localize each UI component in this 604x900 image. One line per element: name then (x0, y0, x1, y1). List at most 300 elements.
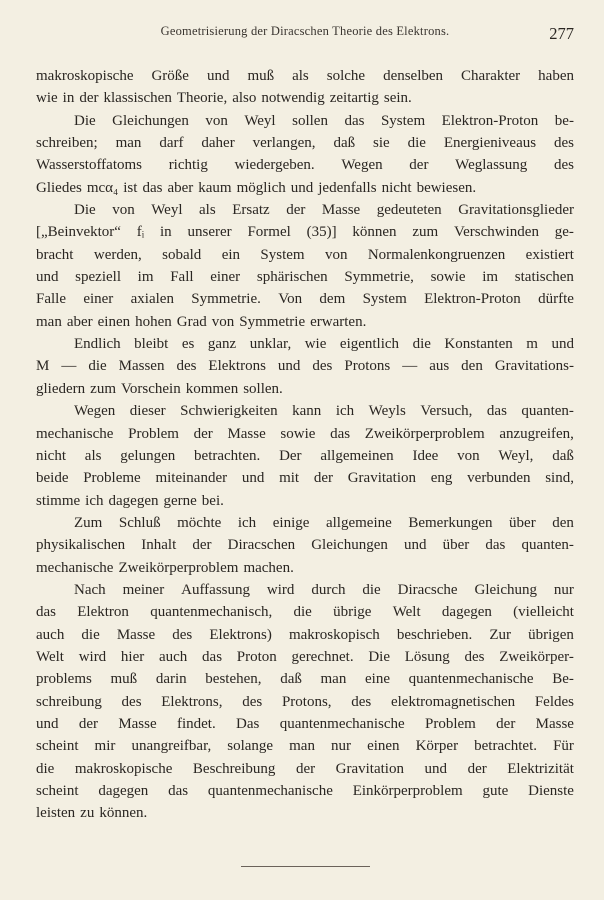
word: daß (552, 447, 574, 464)
word: daß (333, 135, 356, 152)
text-line (36, 735, 574, 757)
word: Für (553, 738, 574, 755)
word: Elektrons (208, 358, 266, 375)
text-line (36, 355, 574, 377)
word: solche (326, 68, 366, 84)
word: es (181, 336, 195, 353)
word: physikalischen (36, 537, 126, 554)
text-line (36, 221, 574, 243)
word: Masse (321, 202, 361, 219)
word: Normalenkongruenzen (367, 246, 506, 263)
word: makroskopische (36, 68, 134, 84)
text-line (36, 490, 574, 512)
running-title: Geometrisierung der Diracschen Theorie des Elektrons. (160, 24, 450, 38)
word: man (36, 313, 62, 330)
word: muß (110, 671, 138, 688)
word: Gravitations- (494, 358, 574, 375)
word: des (351, 693, 372, 710)
word: bei. (201, 492, 224, 509)
text-line (36, 87, 574, 109)
word: Die (368, 648, 390, 665)
word: ich (237, 514, 257, 531)
text-line (36, 802, 574, 824)
word: wiedergeben. (234, 157, 315, 174)
word: der (79, 90, 99, 107)
word: darf (159, 135, 184, 152)
word: zeitartig (329, 90, 379, 107)
word: dagegen (108, 492, 159, 509)
word: machen. (243, 559, 294, 576)
word: eng (430, 470, 453, 487)
word: bracht (36, 246, 74, 263)
word: jedenfalls (318, 179, 377, 196)
page-number: 277 (549, 24, 574, 43)
word: quantenmechanisch, (150, 604, 273, 621)
word: mechanische (36, 559, 114, 576)
word: muß (247, 68, 275, 84)
word: der (192, 537, 212, 554)
word: Lösung (404, 648, 450, 665)
word: Elektron-Proton (441, 112, 539, 129)
word: axialen (130, 291, 174, 308)
word: solange (227, 738, 274, 755)
word: Symmetrie (239, 313, 306, 330)
word: Einkörperproblem (352, 783, 463, 799)
word: das (142, 179, 163, 196)
word: sein. (383, 90, 412, 107)
word: kommen (185, 380, 239, 397)
word: die (407, 135, 426, 152)
word: aus (429, 358, 450, 375)
text-line (36, 445, 574, 467)
word: hohen (135, 313, 172, 330)
word: sollen. (243, 380, 283, 397)
word: Gliedes (36, 179, 82, 196)
word: über (509, 514, 536, 531)
word: Verschwinden (453, 224, 539, 241)
word: den (461, 358, 483, 375)
word: möchte (177, 514, 222, 531)
text-line (36, 646, 574, 668)
word: wie (36, 90, 58, 107)
word: das (202, 648, 223, 665)
word: denselben (383, 68, 444, 84)
word: stimme (36, 492, 81, 509)
word: richtig (168, 157, 208, 174)
word: und (241, 470, 265, 487)
word: ich (85, 492, 104, 509)
word: Masse (116, 626, 156, 643)
word: einer (210, 269, 241, 286)
word: Zweikörper- (499, 648, 574, 665)
word: Bemerkungen (408, 514, 493, 531)
word: eigentlich (339, 336, 400, 353)
word: Gravitation (347, 470, 417, 487)
word: Diracsche (397, 581, 458, 598)
word: aber (66, 313, 93, 330)
word: [„Beinvektor“ (36, 224, 121, 241)
text-line (36, 311, 574, 333)
word: die (293, 604, 312, 621)
word: zu (80, 805, 95, 822)
word: also (232, 90, 257, 107)
word: dem (319, 291, 346, 308)
word: problems (36, 671, 92, 688)
word: nicht (36, 447, 66, 464)
word: gute (482, 783, 509, 799)
word: nur (553, 581, 574, 598)
word: Welt (392, 604, 421, 621)
text-line (36, 467, 574, 489)
word: (35)] (306, 224, 337, 241)
word: bestehen, (205, 671, 262, 688)
word: und (36, 715, 59, 732)
word: der (313, 470, 333, 487)
word: Körper (415, 738, 459, 755)
word: Wegen (74, 403, 116, 420)
word: des (312, 358, 333, 375)
word: Elektron-Proton (424, 291, 521, 308)
word: ein (221, 246, 241, 263)
word: durch (311, 581, 346, 598)
word: des (553, 157, 574, 174)
word: Problem (128, 425, 179, 442)
word: fᵢ (136, 224, 145, 241)
word: System (260, 246, 305, 263)
word: einen (97, 313, 131, 330)
word: Wegen (341, 157, 383, 174)
word: der (409, 157, 429, 174)
word: Größe (151, 68, 189, 84)
word: quanten- (521, 403, 574, 420)
word: statischen (514, 269, 574, 286)
word: Gravitation (335, 760, 404, 777)
word: bewiesen. (416, 179, 477, 196)
word: des (121, 693, 142, 710)
word: Protons (344, 358, 391, 375)
word: Masse (535, 715, 574, 732)
word: und (206, 68, 230, 84)
word: der (295, 760, 316, 777)
word: Elektrons, (161, 693, 223, 710)
word: Be- (552, 671, 574, 688)
word: nur (331, 738, 352, 755)
word: makroskopische (74, 760, 173, 777)
word: Von (278, 291, 303, 308)
text-line (36, 668, 574, 690)
text-line (36, 199, 574, 221)
word: Symmetrie, (344, 269, 414, 286)
word: und (403, 537, 427, 554)
word: Weyl (244, 112, 276, 129)
word: Beschreibung (192, 760, 276, 777)
word: und (424, 760, 448, 777)
word: Weyls (368, 403, 406, 420)
word: be- (554, 112, 574, 129)
word: können. (99, 805, 148, 822)
word: Endlich (74, 336, 121, 353)
word: speziell (75, 269, 121, 286)
word: dagegen (98, 783, 149, 799)
word: Die (74, 112, 96, 129)
word: verlangen, (252, 135, 316, 152)
word: Konstanten (444, 336, 513, 353)
word: der (193, 425, 213, 442)
word: beide (36, 470, 69, 487)
word: Gravitationsglieder (458, 202, 574, 219)
word: die (412, 336, 431, 353)
word: quantenmechanische (408, 671, 534, 688)
word: ge- (554, 224, 574, 241)
word: nicht (381, 179, 412, 196)
word: sobald (162, 246, 202, 263)
word: der (286, 202, 306, 219)
word: — (61, 358, 77, 375)
word: Falle (36, 291, 66, 308)
word: allgemeinen (320, 447, 394, 464)
word: man (320, 671, 347, 688)
word: Weglassung (455, 157, 528, 174)
word: M (36, 358, 50, 375)
word: System (362, 291, 407, 308)
word: gerechnet. (291, 648, 354, 665)
word: die (36, 760, 55, 777)
text-line (36, 400, 574, 422)
word: man (115, 135, 142, 152)
word: schreibung (36, 693, 102, 710)
word: Auffassung (181, 581, 251, 598)
word: eine (365, 671, 390, 688)
word: als (84, 447, 102, 464)
word: Elektrons) (209, 626, 272, 643)
word: in (160, 224, 172, 241)
word: wie (304, 336, 327, 353)
word: unangreifbar, (131, 738, 212, 755)
word: verbunden (467, 470, 531, 487)
word: des (464, 648, 485, 665)
word: in (62, 90, 75, 107)
word: daher (201, 135, 235, 152)
word: von (211, 313, 235, 330)
word: auch (36, 626, 65, 643)
word: man (289, 738, 315, 755)
word: Theorie, (176, 90, 228, 107)
word: von (205, 112, 228, 129)
text-line (36, 65, 574, 87)
word: scheint (36, 783, 79, 799)
word: Die (74, 202, 96, 219)
word: — (402, 358, 418, 375)
word: und (551, 336, 574, 353)
word: wird (266, 581, 295, 598)
end-rule (241, 866, 370, 867)
text-line (36, 512, 574, 534)
word: (vielleicht (513, 604, 574, 621)
word: zum (412, 224, 439, 241)
word: unklar, (249, 336, 292, 353)
word: leisten (36, 805, 76, 822)
word: Diracschen (227, 537, 296, 554)
word: mcα₄ (86, 179, 119, 196)
word: Ersatz (232, 202, 270, 219)
word: das (36, 604, 56, 621)
text-line (36, 557, 574, 579)
word: Probleme (83, 470, 141, 487)
word: Massen (118, 358, 165, 375)
word: wird (78, 648, 107, 665)
word: das (344, 112, 365, 129)
word: mit (279, 470, 300, 487)
text-line (36, 154, 574, 176)
word: und (277, 358, 301, 375)
word: betrachten. (194, 447, 261, 464)
word: ist (123, 179, 138, 196)
word: Zweikörperproblem (364, 425, 485, 442)
word: als (292, 68, 309, 84)
word: beschrieben. (396, 626, 473, 643)
text-line (36, 534, 574, 556)
word: Feldes (534, 693, 574, 710)
word: des (554, 135, 574, 152)
text-line (36, 691, 574, 713)
word: werden, (93, 246, 142, 263)
word: Weyl, (498, 447, 534, 464)
word: die (362, 581, 381, 598)
word: Symmetrie. (191, 291, 261, 308)
word: das (330, 425, 351, 442)
word: sphärischen (256, 269, 328, 286)
word: Grad (176, 313, 207, 330)
word: einen (367, 738, 400, 755)
word: schreiben; (36, 135, 98, 152)
word: anzugreifen, (499, 425, 574, 442)
word: daß (280, 671, 302, 688)
text-line (36, 110, 574, 132)
word: miteinander (155, 470, 228, 487)
word: bleibt (134, 336, 169, 353)
text-line (36, 624, 574, 646)
word: gliedern (36, 380, 86, 397)
word: Zur (489, 626, 512, 643)
word: als (199, 202, 216, 219)
word: betrachtet. (474, 738, 538, 755)
word: übrige (333, 604, 372, 621)
text-line (36, 288, 574, 310)
word: über (442, 537, 470, 554)
word: Energieniveaus (443, 135, 537, 152)
word: darin (155, 671, 187, 688)
word: den (552, 514, 574, 531)
word: m (526, 336, 538, 353)
text-line (36, 758, 574, 780)
word: Idee (412, 447, 439, 464)
text-line (36, 132, 574, 154)
word: Proton (236, 648, 277, 665)
word: einige (272, 514, 310, 531)
word: quantenmechanische (207, 783, 333, 799)
word: Inhalt (141, 537, 177, 554)
word: mir (94, 738, 116, 755)
word: existiert (525, 246, 574, 263)
word: möglich (236, 179, 286, 196)
word: Versuch, (420, 403, 473, 420)
word: und (36, 269, 59, 286)
word: Masse (227, 425, 266, 442)
word: sind, (545, 470, 574, 487)
word: dürfte (538, 291, 574, 308)
word: Gleichungen (311, 537, 388, 554)
word: erwarten. (310, 313, 367, 330)
word: Gleichungen (112, 112, 189, 129)
word: Das (236, 715, 260, 732)
word: die (81, 626, 100, 643)
word: Weyl (151, 202, 183, 219)
word: quantenmechanische (279, 715, 405, 732)
word: gedeuteten (376, 202, 442, 219)
word: Problem (424, 715, 476, 732)
word: von (457, 447, 480, 464)
word: quanten- (521, 537, 574, 554)
body-text (36, 65, 574, 825)
text-line (36, 177, 574, 199)
word: gerne (163, 492, 197, 509)
word: des (172, 626, 193, 643)
word: aber (167, 179, 194, 196)
word: Vorschein (120, 380, 181, 397)
word: allgemeine (325, 514, 392, 531)
text-line (36, 378, 574, 400)
word: sie (373, 135, 390, 152)
word: Zum (74, 514, 103, 531)
word: Schluß (118, 514, 161, 531)
word: sollen (292, 112, 328, 129)
word: im (137, 269, 154, 286)
word: Charakter (461, 68, 521, 84)
word: kann (292, 403, 322, 420)
text-line (36, 333, 574, 355)
word: von (112, 202, 135, 219)
text-line (36, 423, 574, 445)
word: auch (158, 648, 188, 665)
word: Fall (170, 269, 194, 286)
text-line (36, 601, 574, 623)
word: System (380, 112, 426, 129)
text-line (36, 713, 574, 735)
word: scheint (36, 738, 79, 755)
page-header (36, 24, 574, 48)
word: Der (279, 447, 302, 464)
word: Nach (74, 581, 106, 598)
word: meiner (122, 581, 165, 598)
word: sowie (430, 269, 466, 286)
word: zum (90, 380, 116, 397)
word: unserer (187, 224, 232, 241)
word: sowie (280, 425, 316, 442)
text-line (36, 244, 574, 266)
word: hier (120, 648, 145, 665)
word: einer (83, 291, 114, 308)
word: Welt (36, 648, 64, 665)
text-line (36, 579, 574, 601)
word: findet. (176, 715, 216, 732)
word: von (324, 246, 348, 263)
word: elektromagnetischen (390, 693, 516, 710)
word: Zweikörperproblem (118, 559, 239, 576)
word: Wasserstoffatoms (36, 157, 142, 174)
word: Schwierigkeiten (180, 403, 278, 420)
word: Masse (118, 715, 157, 732)
word: ganz (207, 336, 237, 353)
